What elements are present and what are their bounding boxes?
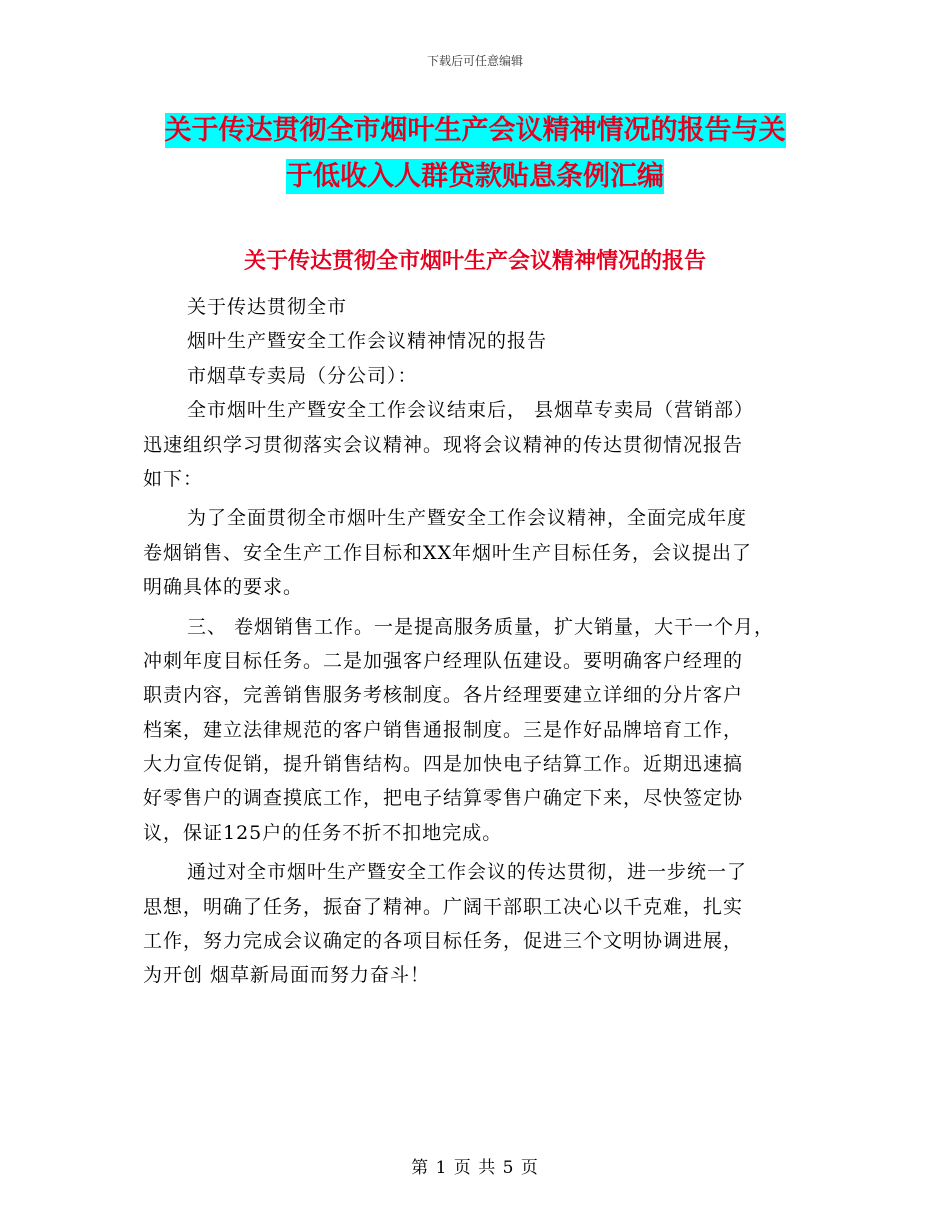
body-line: 大力宣传促销，提升销售结构。四是加快电子结算工作。近期迅速搞 xyxy=(143,753,744,776)
body-line: 三、 卷烟销售工作。一是提高服务质量，扩大销量，大干一个月， xyxy=(187,615,775,638)
body-line: 通过对全市烟叶生产暨安全工作会议的传达贯彻，进一步统一了 xyxy=(187,861,748,884)
main-title-line-2: 于低收入人群贷款贴息条例汇编 xyxy=(286,161,664,192)
document-body xyxy=(143,290,823,993)
body-line: 思想，明确了任务，振奋了精神。广阔干部职工决心以千克难，扎实 xyxy=(143,895,744,918)
body-line: 市烟草专卖局（分公司）： xyxy=(187,364,418,387)
body-line: 职责内容，完善销售服务考核制度。各片经理要建立详细的分片客户 xyxy=(143,684,744,707)
main-title xyxy=(0,108,950,200)
body-line: 为开创 烟草新局面而努力奋斗！ xyxy=(143,964,431,987)
main-title-line-1: 关于传达贯彻全市烟叶生产会议精神情况的报告与关 xyxy=(164,115,786,146)
body-line: 为了全面贯彻全市烟叶生产暨安全工作会议精神，全面完成年度 xyxy=(187,507,748,530)
body-line: 明确具体的要求。 xyxy=(143,576,304,599)
body-line: 议，保证125户的任务不折不扣地完成。 xyxy=(143,821,503,844)
body-line: 档案，建立法律规范的客户销售通报制度。三是作好品牌培育工作， xyxy=(143,718,744,741)
header-note: 下载后可任意编辑 xyxy=(426,54,523,68)
body-line: 冲刺年度目标任务。二是加强客户经理队伍建设。要明确客户经理的 xyxy=(143,649,744,672)
body-line: 关于传达贯彻全市 xyxy=(187,296,348,318)
page-footer: 第 1 页 共 5 页 xyxy=(411,1158,539,1178)
body-line: 全市烟叶生产暨安全工作会议结束后， 县烟草专卖局（营销部） xyxy=(187,399,755,422)
section-title: 关于传达贯彻全市烟叶生产会议精神情况的报告 xyxy=(243,248,706,274)
body-line: 迅速组织学习贯彻落实会议精神。现将会议精神的传达贯彻情况报告 xyxy=(143,433,744,456)
body-line: 卷烟销售、安全生产工作目标和XX年烟叶生产目标任务，会议提出了 xyxy=(143,541,753,564)
body-line: 好零售户的调查摸底工作，把电子结算零售户确定下来，尽快签定协 xyxy=(143,787,744,810)
body-line: 烟叶生产暨安全工作会议精神情况的报告 xyxy=(187,330,548,353)
body-line: 工作，努力完成会议确定的各项目标任务，促进三个文明协调进展， xyxy=(143,930,744,953)
body-line: 如下： xyxy=(143,467,204,490)
